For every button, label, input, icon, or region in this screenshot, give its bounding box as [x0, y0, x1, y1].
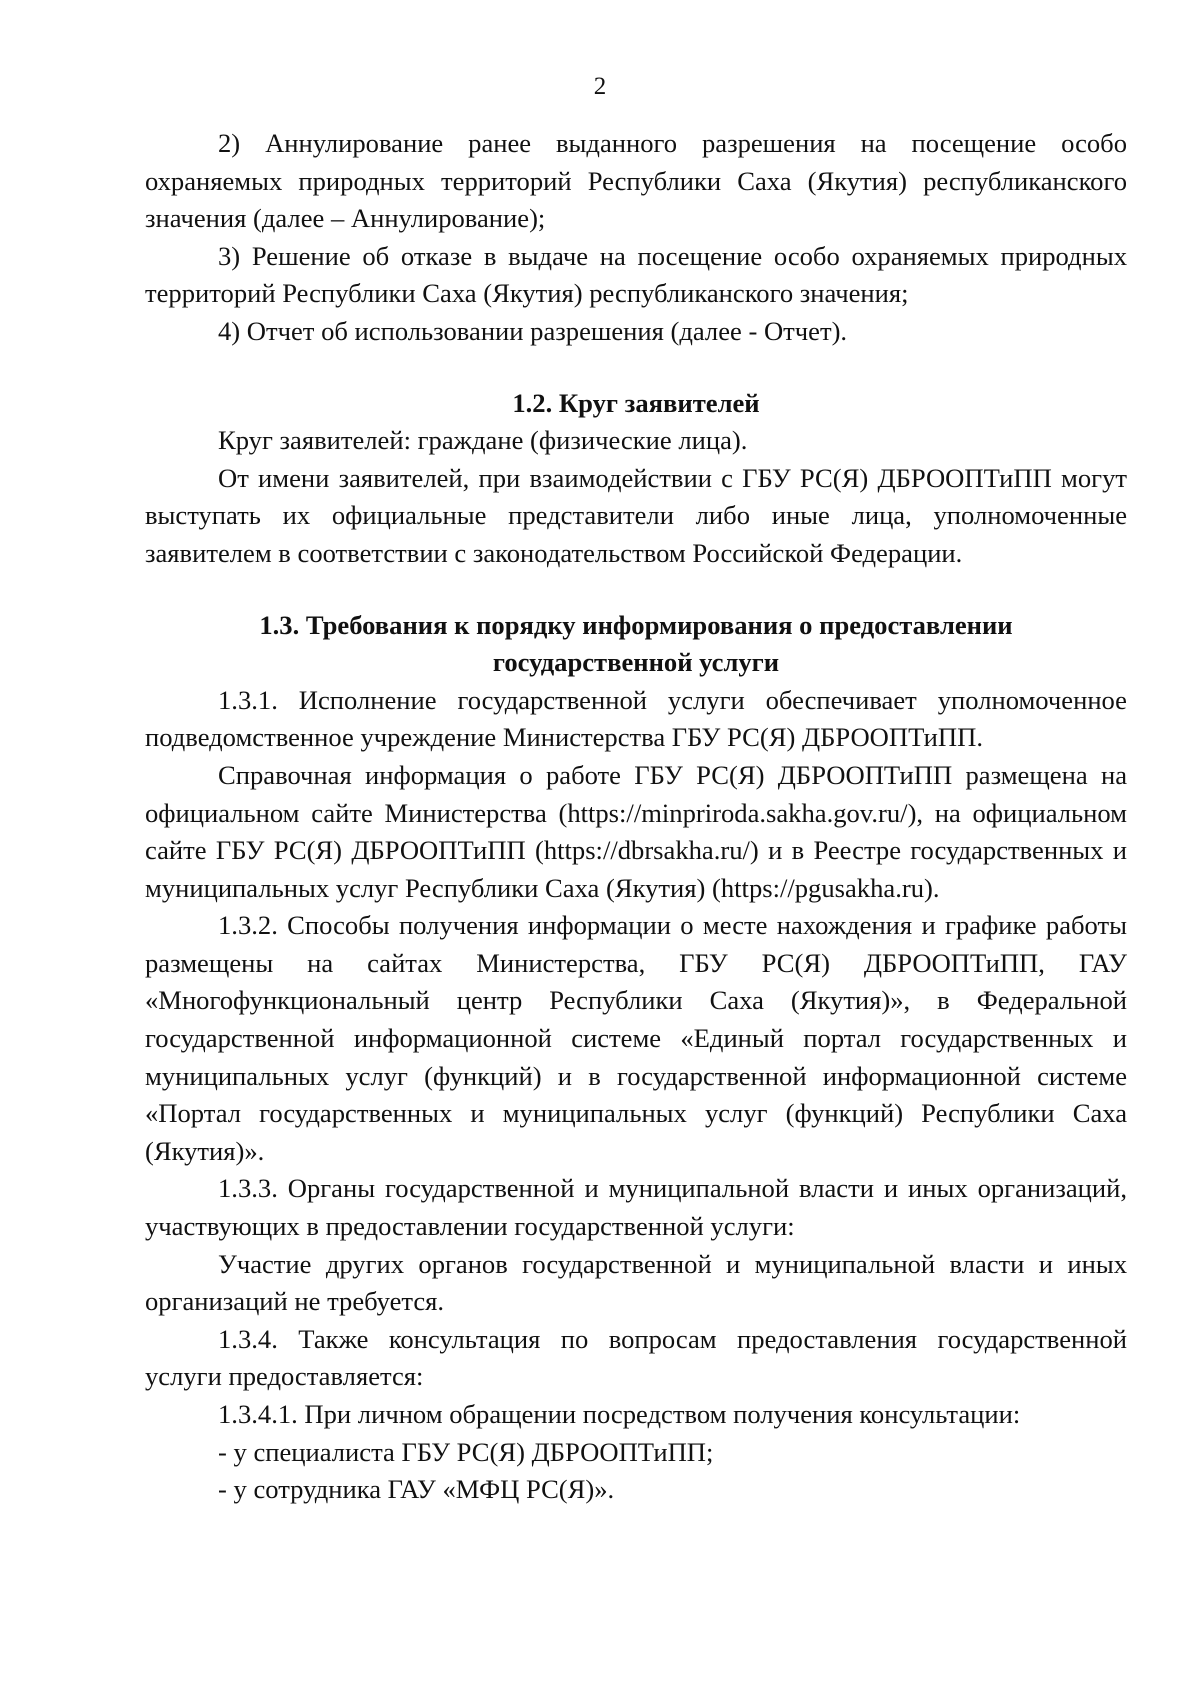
paragraph-1-3-1: 1.3.1. Исполнение государственной услуги обеспечивает уполномоченное подведомственное учреждение Министерства ГБУ РС(Я) ДБРООПТиПП. — [145, 684, 1127, 753]
paragraph-1-3-4-1: 1.3.4.1. При личном обращении посредством получения консультации: — [218, 1399, 1021, 1429]
paragraph-1-3-4: 1.3.4. Также консультация по вопросам предоставления государственной услуги предоставляется: — [145, 1323, 1127, 1392]
paragraph-participation: Участие других органов государственной и муниципальной власти и иных организаций не требуется. — [145, 1248, 1127, 1317]
section-1-3-heading-line-2: государственной услуги — [492, 647, 780, 678]
intro-item-3: 3) Решение об отказе в выдаче на посещение особо охраняемых природных территорий Республики Саха (Якутия) республиканского значения; — [145, 240, 1127, 309]
page-number: 2 — [593, 73, 607, 100]
list-item-mfc-employee: - у сотрудника ГАУ «МФЦ РС(Я)». — [218, 1474, 615, 1505]
section-1-2-heading: 1.2. Круг заявителей — [512, 387, 760, 418]
section-1-2-paragraph-2: От имени заявителей, при взаимодействии с ГБУ РС(Я) ДБРООПТиПП могут выступать их официальные представители либо иные лица, уполномоченные заявителем в соответствии с законодательством Российской Федерации. — [145, 462, 1127, 568]
section-1-3-heading-line-1: 1.3. Требования к порядку информирования о предоставлении — [259, 609, 1013, 640]
paragraph-reference-info: Справочная информация о работе ГБУ РС(Я) ДБРООПТиПП размещена на официальном сайте Министерства (https://minpriroda.sakha.gov.ru/), на официальном сайте ГБУ РС(Я) ДБРООПТиПП (https://dbrsakha.ru/) и в Реестре государственных и муниципальных услуг Республики Саха (Якутия) (https://pgusakha.ru). — [145, 759, 1127, 903]
paragraph-1-3-3: 1.3.3. Органы государственной и муниципальной власти и иных организаций, участвующих в предоставлении государственной услуги: — [145, 1173, 1127, 1242]
list-item-specialist: - у специалиста ГБУ РС(Я) ДБРООПТиПП; — [218, 1436, 714, 1467]
intro-item-2: 2) Аннулирование ранее выданного разрешения на посещение особо охраняемых природных территорий Республики Саха (Якутия) республиканского значения (далее – Аннулирование); — [145, 128, 1127, 234]
paragraph-1-3-2: 1.3.2. Способы получения информации о месте нахождения и графике работы размещены на сайтах Министерства, ГБУ РС(Я) ДБРООПТиПП, ГАУ «Многофункциональный центр Республики Саха (Якутия)», в Федеральной государственной информационной системе «Единый портал государственных и муниципальных услуг (функций) и в государственной информационной системе «Портал государственных и муниципальных услуг (функций) Республики Саха (Якутия)». — [145, 910, 1127, 1166]
section-1-3-heading — [145, 607, 1127, 682]
intro-item-4: 4) Отчет об использовании разрешения (далее - Отчет). — [218, 315, 848, 346]
document-body — [145, 125, 1127, 1509]
section-1-2-paragraph-1: Круг заявителей: граждане (физические лица). — [218, 425, 748, 456]
